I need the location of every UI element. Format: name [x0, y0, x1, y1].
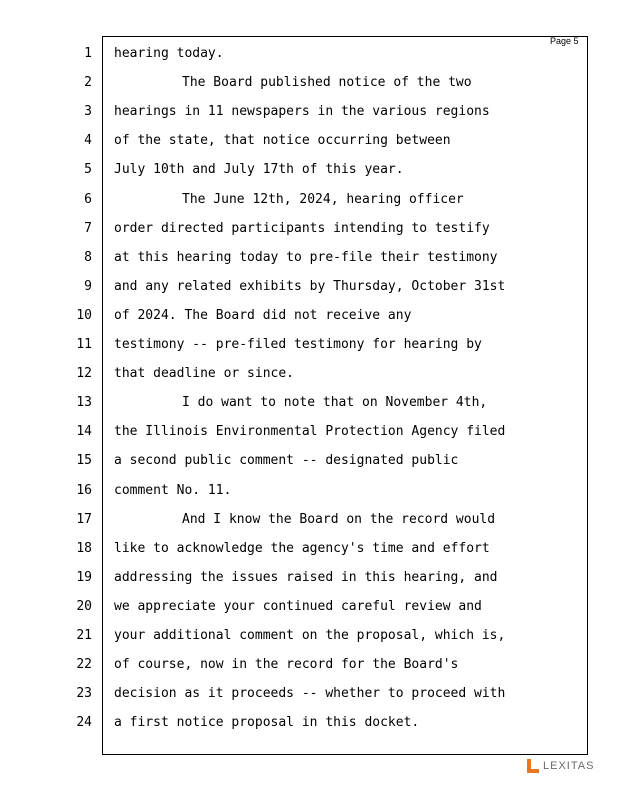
line-text: I do want to note that on November 4th,	[182, 395, 488, 411]
line-text: of 2024. The Board did not receive any	[114, 307, 412, 323]
line-text: hearing today.	[114, 46, 224, 61]
transcript-line	[0, 393, 618, 413]
transcript-line	[0, 684, 618, 704]
transcript-line	[0, 422, 618, 442]
lexitas-logo-text: LEXITAS	[543, 760, 595, 772]
transcript-line	[0, 568, 618, 588]
line-text: your additional comment on the proposal, which is,	[114, 628, 506, 643]
line-number: 14	[76, 424, 92, 440]
line-text: and any related exhibits by Thursday, October 31st	[114, 278, 506, 294]
line-text: like to acknowledge the agency's time and effort	[114, 540, 490, 556]
line-text: comment No. 11.	[114, 482, 232, 498]
line-text: The Board published notice of the two	[182, 75, 472, 91]
line-number: 24	[76, 715, 92, 731]
line-text: testimony -- pre-filed testimony for hearing by	[114, 337, 482, 352]
transcript-line	[0, 248, 618, 268]
line-number: 17	[76, 511, 92, 527]
transcript-line	[0, 451, 618, 471]
transcript-line	[0, 102, 618, 122]
line-number: 11	[76, 337, 92, 352]
line-number: 6	[84, 191, 92, 207]
line-text: the Illinois Environmental Protection Agency filed	[114, 424, 506, 440]
line-number: 1	[84, 46, 92, 61]
transcript-line	[0, 219, 618, 239]
transcript-line	[0, 335, 618, 355]
transcript-line	[0, 73, 618, 93]
line-text: we appreciate your continued careful review and	[114, 598, 482, 614]
line-number: 12	[76, 366, 92, 382]
transcript-line	[0, 510, 618, 530]
line-text: of course, now in the record for the Board's	[114, 657, 459, 673]
transcript-line	[0, 481, 618, 501]
line-number: 20	[76, 598, 92, 614]
transcript-line	[0, 131, 618, 151]
transcript-line	[0, 597, 618, 617]
transcript-line	[0, 713, 618, 733]
line-text: a first notice proposal in this docket.	[114, 715, 420, 731]
transcript-line	[0, 160, 618, 180]
transcript-line	[0, 539, 618, 559]
line-number: 16	[76, 482, 92, 498]
line-number: 2	[84, 75, 92, 91]
line-text: decision as it proceeds -- whether to proceed with	[114, 686, 506, 702]
line-number: 23	[76, 686, 92, 702]
line-number: 10	[76, 307, 92, 323]
line-number: 7	[84, 220, 92, 236]
transcript-line	[0, 364, 618, 384]
line-text: hearings in 11 newspapers in the various regions	[114, 104, 490, 120]
page-number: Page 5	[550, 36, 579, 46]
lexitas-logo-icon	[526, 758, 540, 774]
transcript-line	[0, 44, 618, 64]
line-text: addressing the issues raised in this hearing, and	[114, 569, 498, 585]
line-text: of the state, that notice occurring between	[114, 133, 451, 149]
line-text: July 10th and July 17th of this year.	[114, 162, 404, 178]
line-number: 3	[84, 104, 92, 120]
line-number: 8	[84, 249, 92, 265]
transcript-line	[0, 277, 618, 297]
line-text: that deadline or since.	[114, 366, 295, 382]
line-text: And I know the Board on the record would	[182, 511, 496, 527]
line-text: The June 12th, 2024, hearing officer	[182, 191, 464, 207]
transcript-line	[0, 306, 618, 326]
line-number: 22	[76, 657, 92, 673]
lexitas-logo	[526, 758, 594, 774]
line-number: 19	[76, 569, 92, 585]
line-text: a second public comment -- designated public	[114, 453, 459, 469]
line-text: order directed participants intending to testify	[114, 220, 490, 236]
line-number: 5	[84, 162, 92, 178]
transcript-line	[0, 655, 618, 675]
line-text: at this hearing today to pre-file their testimony	[114, 249, 498, 265]
line-number: 15	[76, 453, 92, 469]
transcript-line	[0, 190, 618, 210]
line-number: 13	[76, 395, 92, 411]
line-number: 4	[84, 133, 92, 149]
transcript-line	[0, 626, 618, 646]
line-number: 18	[76, 540, 92, 556]
line-number: 9	[84, 278, 92, 294]
line-number: 21	[76, 628, 92, 643]
